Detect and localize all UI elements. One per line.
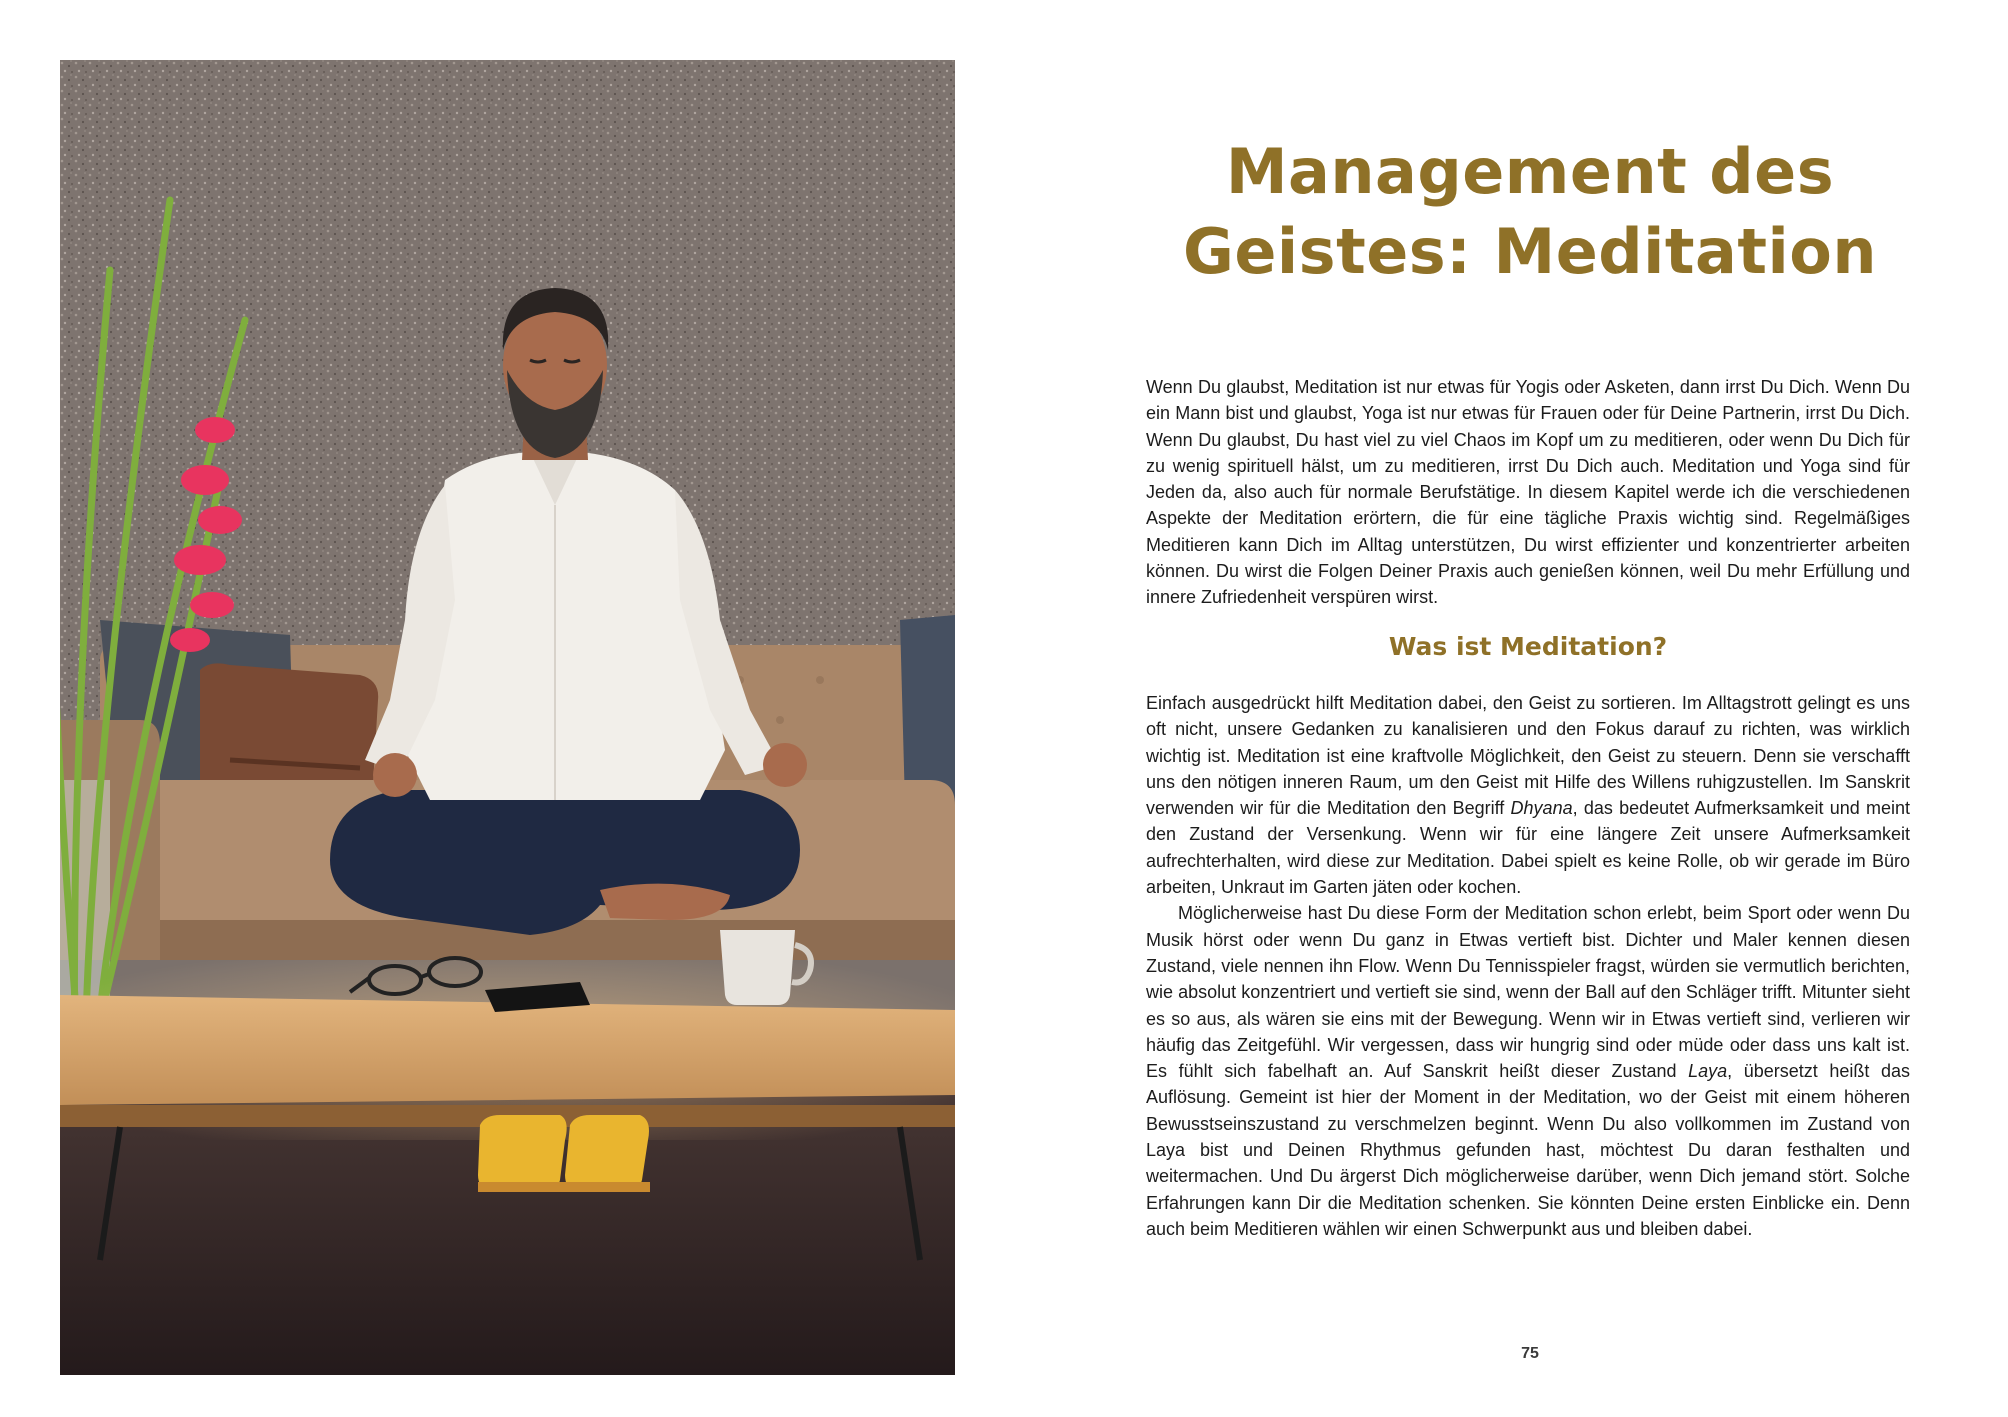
intro-text [1146, 374, 1910, 611]
mug [720, 930, 795, 1005]
section-paragraph-1 [1146, 690, 1910, 900]
intro-paragraph: Wenn Du glaubst, Meditation ist nur etwas für Yogis oder Asketen, dann irrst Du Dich. Wenn Du ein Mann bist und glaubst, Yoga ist nur etwas für Frauen oder für Deine Partnerin, irrst Du Dich. Wenn Du glaubst, Du hast viel zu viel Chaos im Kopf um zu meditieren, oder wenn Du Dich für zu wenig spirituell hälst, um zu meditieren, irrst Du Dich auch. Meditation und Yoga sind für Jeden da, also auch für normale Berufstätige. In diesem Kapitel werde ich die verschiedenen Aspekte der Meditation erörtern, die für eine tägliche Praxis wichtig sind. Regelmäßiges Meditieren kann Dich im Alltag unterstützen, Du wirst effizienter und konzentrierter arbeiten können. Du wirst die Folgen Deiner Praxis auch genießen können, weil Du mehr Erfüllung und innere Zufriedenheit verspüren wirst. [1146, 377, 1910, 608]
right-hand [763, 743, 807, 787]
chapter-title [1100, 132, 1960, 292]
section-text [1146, 690, 1910, 1242]
left-hand [373, 753, 417, 797]
page-number: 75 [1521, 1345, 1539, 1362]
coffee-table-top [60, 995, 955, 1105]
paragraph-2-text-b: , übersetzt heißt das Auflösung. Gemeint ist hier der Moment in der Meditation, wo der Geist mit einem höheren Bewusstseinszustand zu verschmelzen beginnt. Wenn Du also vollkommen im Zustand von Laya bist und Deinen Rhythmus gefunden hast, möchtest Du daran festhalten und weitermachen. Und Du ärgerst Dich möglicherweise darüber, wenn Dich jemand stört. Solche Erfahrungen kann Dir die Meditation schenken. Sie könnten Deine ersten Einblicke ein. Denn auch beim Meditieren wählen wir einen Schwerpunkt aus und bleiben dabei. [1146, 1061, 1910, 1239]
meditation-illustration [60, 60, 955, 1375]
paragraph-1-text-b: , das bedeutet Aufmerksamkeit und meint den Zustand der Versenkung. Wenn wir für eine längere Zeit unsere Aufmerksamkeit aufrechterhalten, wird diese zur Meditation. Dabei spielt es keine Rolle, ob wir gerade im Büro arbeiten, Unkraut im Garten jäten oder kochen. [1146, 798, 1910, 898]
term-dhyana: Dhyana [1510, 798, 1573, 819]
term-laya: Laya [1688, 1061, 1728, 1082]
meditation-photo [60, 60, 955, 1375]
section-paragraph-2 [1146, 900, 1910, 1242]
paragraph-1-text-a: Einfach ausgedrückt hilft Meditation dabei, den Geist zu sortieren. Im Alltagstrott gelingt es uns oft nicht, unsere Gedanken zu kanalisieren und den Fokus darauf zu richten, was wirklich wichtig ist. Meditation ist eine kraftvolle Möglichkeit, den Geist zu steuern. Denn sie verschafft uns den nötigen inneren Raum, um den Geist mit Hilfe des Willens ruhigzustellen. Im Sanskrit verwenden wir für die Meditation den Begriff [1146, 693, 1910, 819]
paragraph-2-text-a: Möglicherweise hast Du diese Form der Meditation schon erlebt, beim Sport oder wenn Du Musik hörst oder wenn Du ganz in Etwas vertieft bist. Dichter und Maler kennen diesen Zustand, viele nennen ihn Flow. Wenn Du Tennisspieler fragst, würden sie vermutlich berichten, wie absolut konzentriert und vertieft sie sind, wenn der Ball auf den Schläger trifft. Mitunter sieht es so aus, als wären sie eins mit der Bewegung. Wenn wir in Etwas vertieft sind, verlieren wir häufig das Zeitgefühl. Wir vergessen, dass wir hungrig sind oder müde oder dass uns kalt ist. Es fühlt sich fabelhaft an. Auf Sanskrit heißt dieser Zustand [1146, 903, 1910, 1082]
chapter-title-line-1: Management des [1225, 135, 1835, 208]
chapter-title-line-2: Geistes: Meditation [1182, 215, 1878, 288]
cushion-right [900, 615, 955, 805]
section-heading: Was ist Meditation? [1388, 632, 1668, 661]
